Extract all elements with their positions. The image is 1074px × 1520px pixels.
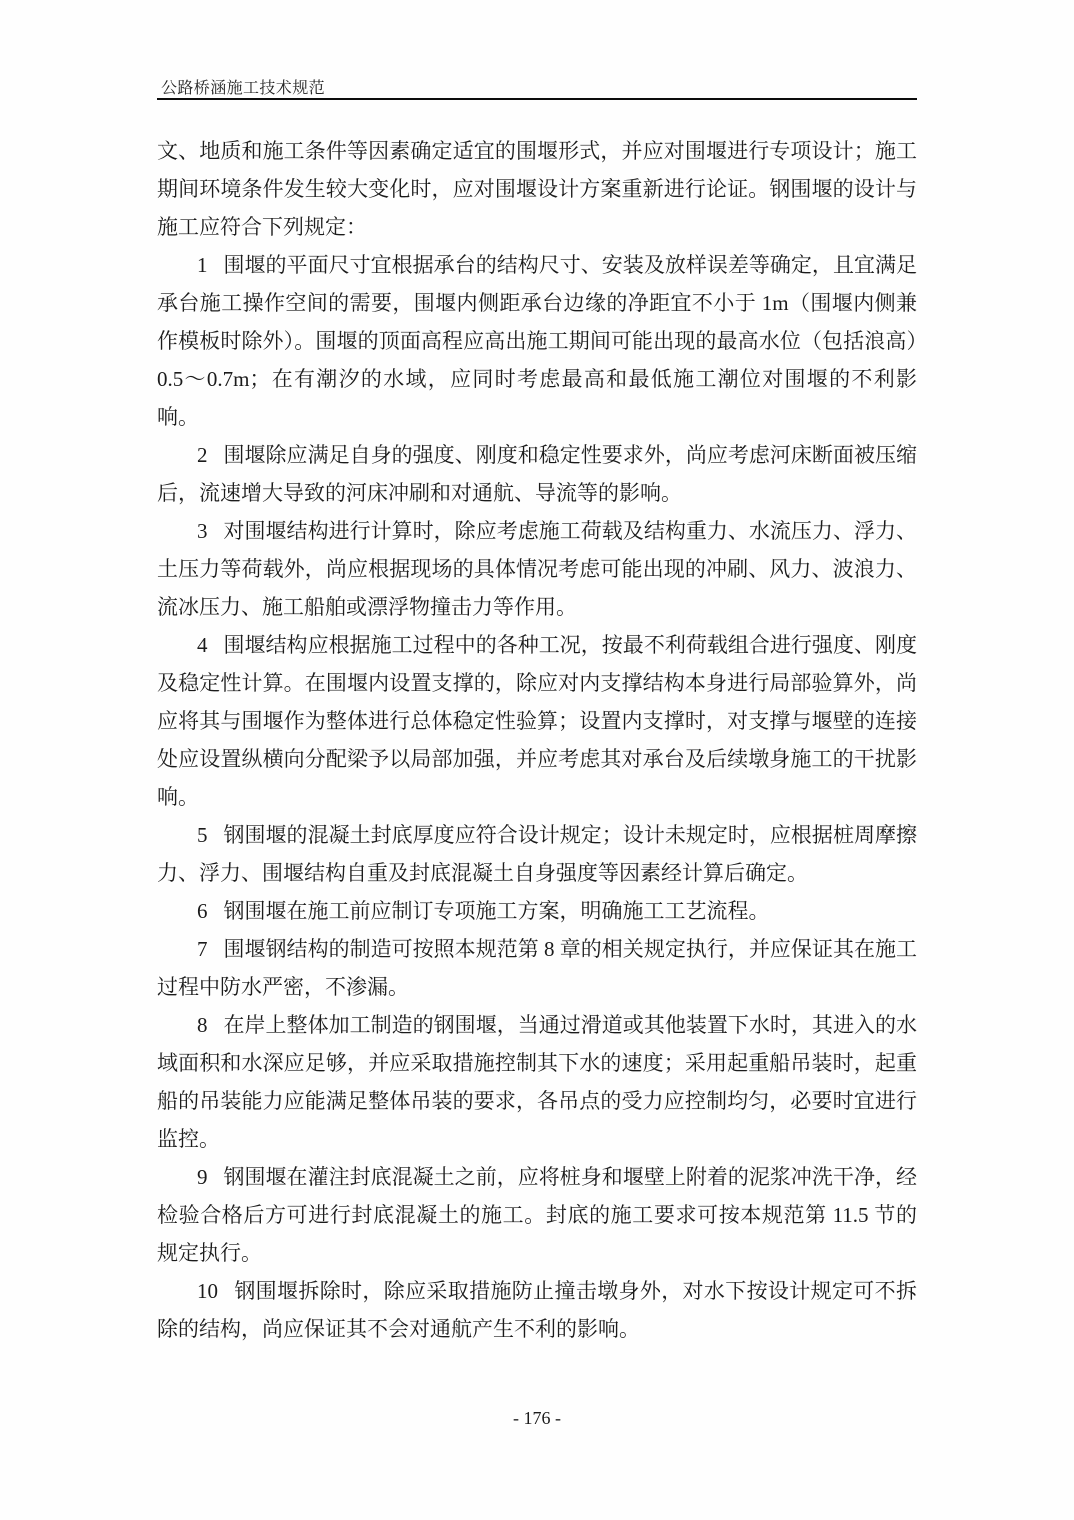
clause-8 [157, 1006, 917, 1158]
clause-9 [157, 1158, 917, 1272]
intro-paragraph: 文、地质和施工条件等因素确定适宜的围堰形式，并应对围堰进行专项设计；施工期间环境条件发生较大变化时，应对围堰设计方案重新进行论证。钢围堰的设计与施工应符合下列规定： [157, 139, 917, 239]
clause-3-text: 对围堰结构进行计算时，除应考虑施工荷载及结构重力、水流压力、浮力、土压力等荷载外，尚应根据现场的具体情况考虑可能出现的冲刷、风力、波浪力、流冰压力、施工船舶或漂浮物撞击力等作用。 [157, 519, 917, 619]
document-body [157, 132, 917, 1348]
clause-1 [157, 246, 917, 436]
clause-8-text: 在岸上整体加工制造的钢围堰，当通过滑道或其他装置下水时，其进入的水域面积和水深应足够，并应采取措施控制其下水的速度；采用起重船吊装时，起重船的吊装能力应能满足整体吊装的要求，各吊点的受力应控制均匀，必要时宜进行监控。 [157, 1013, 917, 1151]
clause-5 [157, 816, 917, 892]
clause-5-text: 钢围堰的混凝土封底厚度应符合设计规定；设计未规定时，应根据桩周摩擦力、浮力、围堰结构自重及封底混凝土自身强度等因素经计算后确定。 [157, 823, 917, 885]
clause-9-text: 钢围堰在灌注封底混凝土之前，应将桩身和堰壁上附着的泥浆冲洗干净，经检验合格后方可进行封底混凝土的施工。封底的施工要求可按本规范第 11.5 节的规定执行。 [157, 1165, 917, 1265]
clause-1-number: 1 [197, 253, 208, 277]
clause-4-text: 围堰结构应根据施工过程中的各种工况，按最不利荷载组合进行强度、刚度及稳定性计算。在围堰内设置支撑的，除应对内支撑结构本身进行局部验算外，尚应将其与围堰作为整体进行总体稳定性验算；设置内支撑时，对支撑与堰壁的连接处应设置纵横向分配梁予以局部加强，并应考虑其对承台及后续墩身施工的干扰影响。 [157, 633, 917, 809]
header-rule [157, 98, 917, 100]
clause-4-number: 4 [197, 633, 208, 657]
clause-7-text: 围堰钢结构的制造可按照本规范第 8 章的相关规定执行，并应保证其在施工过程中防水严密，不渗漏。 [157, 937, 917, 999]
clause-10 [157, 1272, 917, 1348]
clause-4 [157, 626, 917, 816]
clause-7-number: 7 [197, 937, 208, 961]
clause-8-number: 8 [197, 1013, 208, 1037]
clause-3-number: 3 [197, 519, 208, 543]
clause-2-number: 2 [197, 443, 208, 467]
clause-2 [157, 436, 917, 512]
clause-6 [157, 892, 917, 930]
clause-1-text: 围堰的平面尺寸宜根据承台的结构尺寸、安装及放样误差等确定，且宜满足承台施工操作空间的需要，围堰内侧距承台边缘的净距宜不小于 1m（围堰内侧兼作模板时除外）。围堰的顶面高程应高出施工期间可能出现的最高水位（包括浪高）0.5～0.7m；在有潮汐的水域，应同时考虑最高和最低施工潮位对围堰的不利影响。 [157, 253, 917, 429]
page-footer [0, 1408, 1074, 1429]
clause-9-number: 9 [197, 1165, 208, 1189]
clause-10-text: 钢围堰拆除时，除应采取措施防止撞击墩身外，对水下按设计规定可不拆除的结构，尚应保证其不会对通航产生不利的影响。 [157, 1279, 917, 1341]
page-number: - 176 - [513, 1408, 561, 1428]
clause-10-number: 10 [197, 1279, 218, 1303]
clause-2-text: 围堰除应满足自身的强度、刚度和稳定性要求外，尚应考虑河床断面被压缩后，流速增大导致的河床冲刷和对通航、导流等的影响。 [157, 443, 917, 505]
clause-6-number: 6 [197, 899, 208, 923]
clause-6-text: 钢围堰在施工前应制订专项施工方案，明确施工工艺流程。 [223, 899, 770, 923]
clause-3 [157, 512, 917, 626]
clause-5-number: 5 [197, 823, 208, 847]
clause-7 [157, 930, 917, 1006]
page-header-title: 公路桥涵施工技术规范 [161, 80, 326, 97]
